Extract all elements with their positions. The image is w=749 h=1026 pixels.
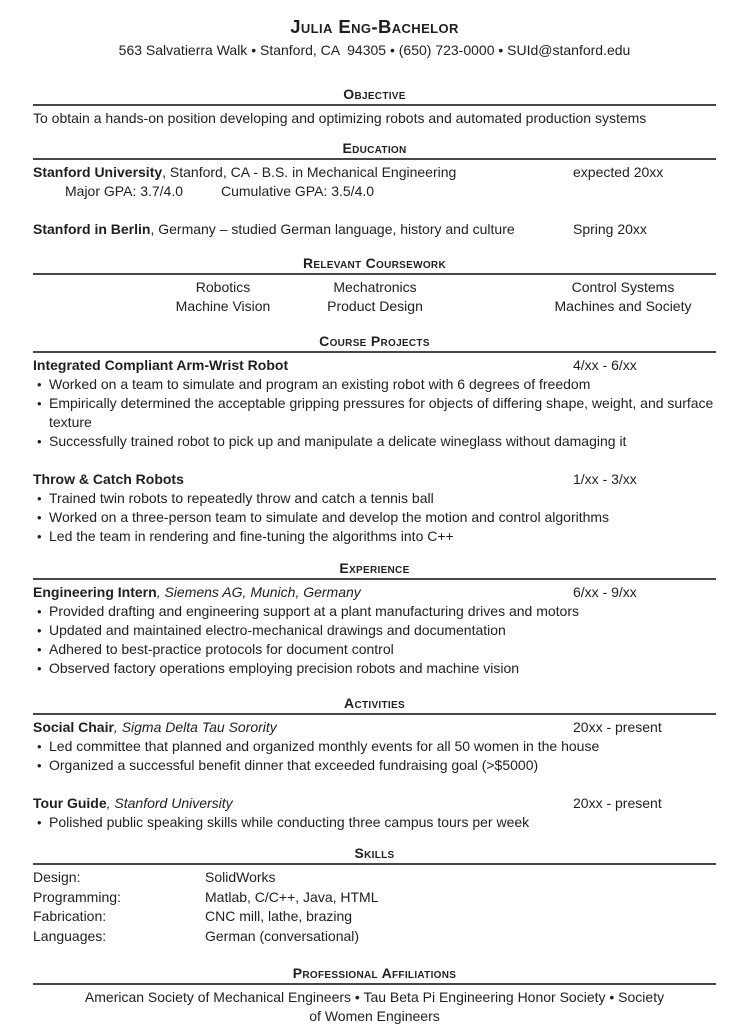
organization: , Siemens AG, Munich, Germany [156,584,361,600]
course-item: Robotics [195,279,251,295]
section-coursework [33,256,716,316]
section-skills [33,846,716,946]
section-projects [33,334,716,546]
bullet-item: • Successfully trained robot to pick up and manipulate a delicate wineglass without damaging it [33,432,716,451]
education-entry [33,163,716,201]
objective-text: To obtain a hands-on position developing and optimizing robots and automated production systems [33,110,647,126]
organization: , Sigma Delta Tau Sorority [113,719,277,735]
bullet-list [33,737,716,775]
gpa-line [33,182,716,201]
section-experience [33,561,716,678]
course-item: Machines and Society [554,298,692,314]
bullet-item: • Updated and maintained electro-mechanical drawings and documentation [33,621,716,640]
activity-entry [33,718,716,775]
coursework-row [33,278,716,297]
entry-date: 4/xx - 6/xx [573,357,637,373]
school-name: Stanford in Berlin [33,221,151,237]
section-heading-skills: Skills [33,846,716,865]
section-heading-activities: Activities [33,696,716,715]
project-entry [33,356,716,451]
project-title: Integrated Compliant Arm-Wrist Robot [33,357,289,373]
entry-header [33,794,716,813]
skill-label: Design: [33,869,81,885]
role-title: Social Chair [33,719,114,735]
skill-row [33,888,716,908]
section-activities [33,696,716,832]
project-entry [33,470,716,546]
bullet-list [33,489,716,546]
entry-header [33,356,716,375]
bullet-item: • Empirically determined the acceptable gripping pressures for objects of differing shape, weight, and surface texture [33,394,716,432]
section-heading-projects: Course Projects [33,334,716,353]
bullet-item: • Worked on a three-person team to simulate and develop the motion and control algorithms [33,508,716,527]
skill-value: German (conversational) [205,927,360,944]
skill-value: SolidWorks [205,869,276,885]
role-title: Tour Guide [33,795,107,811]
project-title: Throw & Catch Robots [33,471,184,487]
bullet-item: • Polished public speaking skills while conducting three campus tours per week [33,813,716,832]
bullet-item: • Led committee that planned and organized monthly events for all 50 women in the house [33,737,716,756]
gpa-major: Major GPA: 3.7/4.0 [65,183,184,199]
education-entry [33,220,716,239]
section-education [33,141,716,239]
activity-entry [33,794,716,832]
bullet-list [33,602,716,678]
course-item: Mechatronics [333,279,417,295]
entry-header [33,583,716,602]
section-objective [33,87,716,128]
entry-date: 20xx - present [573,795,662,811]
section-affiliations [33,966,716,1026]
section-heading-coursework: Relevant Coursework [33,256,716,275]
section-heading-objective: Objective [33,87,716,106]
entry-header [33,220,716,239]
person-name: Julia Eng-Bachelor [290,16,459,37]
skill-label: Fabrication: [33,908,107,924]
entry-header [33,163,716,182]
bullet-item: • Adhered to best-practice protocols for document control [33,640,716,659]
skill-row [33,868,716,888]
school-name: Stanford University [33,164,163,180]
bullet-item: • Organized a successful benefit dinner that exceeded fundraising goal (>$5000) [33,756,716,775]
affiliations-text: American Society of Mechanical Engineers • Tau Beta Pi Engineering Honor Society • Society of Women Engineers [84,989,665,1024]
skill-label: Programming: [33,888,121,905]
contact-line: 563 Salvatierra Walk • Stanford, CA 94305 • (650) 723-0000 • SUId@stanford.edu [118,42,631,58]
bullet-item: • Provided drafting and engineering support at a plant manufacturing drives and motors [33,602,716,621]
bullet-list [33,375,716,451]
entry-header [33,470,716,489]
course-item: Machine Vision [175,298,271,314]
section-heading-education: Education [33,141,716,160]
coursework-row [33,297,716,316]
section-heading-affiliations: Professional Affiliations [33,966,716,985]
skill-label: Languages: [33,927,107,944]
entry-date: 20xx - present [573,719,662,735]
entry-date: 6/xx - 9/xx [573,584,637,600]
bullet-item: • Worked on a team to simulate and program an existing robot with 6 degrees of freedom [33,375,716,394]
bullet-item: • Observed factory operations employing precision robots and machine vision [33,659,716,678]
school-detail: , Germany – studied German language, history and culture [150,221,515,237]
entry-date: 1/xx - 3/xx [573,471,637,487]
organization: , Stanford University [106,795,233,811]
course-item: Control Systems [571,279,675,295]
role-title: Engineering Intern [33,584,157,600]
skill-row [33,927,716,947]
skill-row [33,907,716,927]
section-heading-experience: Experience [33,561,716,580]
skill-value: CNC mill, lathe, brazing [205,908,353,924]
entry-date: expected 20xx [573,164,664,180]
course-item: Product Design [327,298,423,314]
bullet-list [33,813,716,832]
bullet-item: • Trained twin robots to repeatedly throw and catch a tennis ball [33,489,716,508]
school-detail: , Stanford, CA - B.S. in Mechanical Engineering [162,164,457,180]
entry-header [33,718,716,737]
skill-value: Matlab, C/C++, Java, HTML [205,888,379,905]
experience-entry [33,583,716,678]
bullet-item: • Led the team in rendering and fine-tuning the algorithms into C++ [33,527,716,546]
entry-date: Spring 20xx [573,221,647,237]
gpa-cumulative: Cumulative GPA: 3.5/4.0 [221,183,375,199]
